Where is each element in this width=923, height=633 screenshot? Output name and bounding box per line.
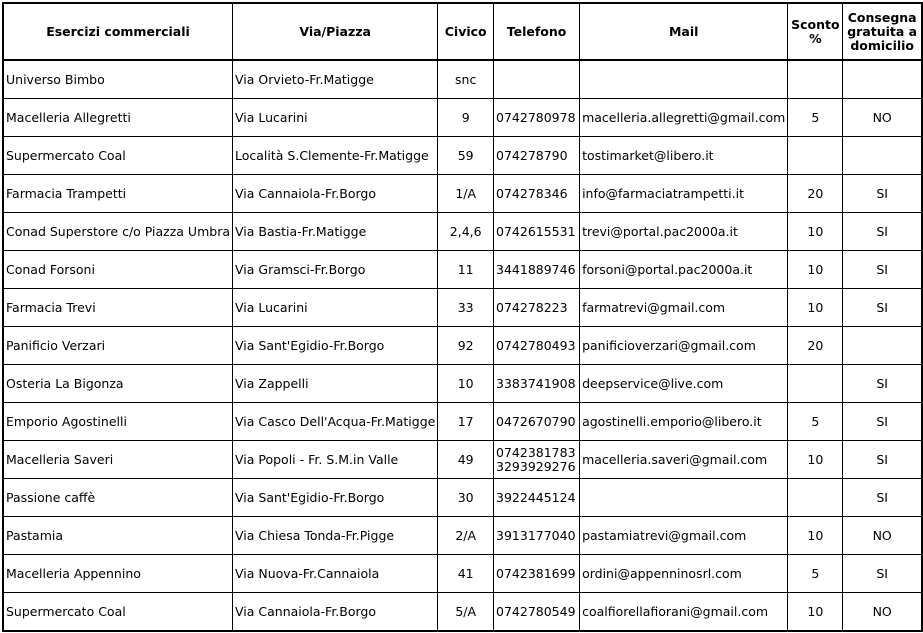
cell-civico: 92 [438,327,494,365]
table-row [3,175,922,213]
cell-telefono: 074278346 [494,175,580,213]
header-via: Via/Piazza [233,3,438,60]
cell-mail: macelleria.allegretti@gmail.com [580,99,788,137]
cell-mail: trevi@portal.pac2000a.it [580,213,788,251]
cell-civico: 49 [438,441,494,479]
cell-via: Via Cannaiola-Fr.Borgo [233,175,438,213]
header-row [3,3,922,60]
cell-sconto: 5 [788,403,843,441]
cell-sconto: 5 [788,555,843,593]
table-row [3,213,922,251]
cell-mail: ordini@appenninosrl.com [580,555,788,593]
cell-mail: forsoni@portal.pac2000a.it [580,251,788,289]
cell-sconto: 10 [788,251,843,289]
cell-civico: snc [438,60,494,99]
cell-civico: 2,4,6 [438,213,494,251]
cell-civico: 11 [438,251,494,289]
cell-consegna [843,327,922,365]
cell-mail: coalfiorellafiorani@gmail.com [580,593,788,632]
cell-via: Via Lucarini [233,289,438,327]
cell-esercizio: Farmacia Trevi [3,289,233,327]
table-row [3,327,922,365]
cell-esercizio: Universo Bimbo [3,60,233,99]
cell-sconto: 10 [788,441,843,479]
cell-via: Via Casco Dell'Acqua-Fr.Matigge [233,403,438,441]
cell-via: Via Lucarini [233,99,438,137]
cell-via: Via Popoli - Fr. S.M.in Valle [233,441,438,479]
cell-consegna [843,60,922,99]
cell-consegna: SI [843,441,922,479]
cell-sconto: 20 [788,175,843,213]
cell-mail: pastamiatrevi@gmail.com [580,517,788,555]
cell-esercizio: Pastamia [3,517,233,555]
cell-esercizio: Macelleria Appennino [3,555,233,593]
header-mail: Mail [580,3,788,60]
cell-telefono: 0742780549 [494,593,580,632]
cell-telefono: 074278790 [494,137,580,175]
cell-via: Via Gramsci-Fr.Borgo [233,251,438,289]
cell-esercizio: Macelleria Allegretti [3,99,233,137]
table-body [3,60,922,631]
cell-esercizio: Panificio Verzari [3,327,233,365]
cell-sconto: 5 [788,99,843,137]
cell-telefono: 3913177040 [494,517,580,555]
cell-consegna [843,137,922,175]
table-header [3,3,922,60]
cell-sconto [788,137,843,175]
cell-sconto: 10 [788,593,843,632]
cell-consegna: SI [843,213,922,251]
cell-esercizio: Passione caffè [3,479,233,517]
table-row [3,137,922,175]
header-civico: Civico [438,3,494,60]
cell-via: Via Bastia-Fr.Matigge [233,213,438,251]
cell-mail [580,60,788,99]
shops-table [2,2,923,632]
cell-consegna: SI [843,289,922,327]
cell-telefono: 074278223 [494,289,580,327]
cell-civico: 33 [438,289,494,327]
cell-consegna: SI [843,175,922,213]
cell-mail: deepservice@live.com [580,365,788,403]
table-row [3,60,922,99]
cell-esercizio: Supermercato Coal [3,593,233,632]
cell-consegna: SI [843,555,922,593]
cell-civico: 1/A [438,175,494,213]
table-row [3,555,922,593]
cell-via: Via Orvieto-Fr.Matigge [233,60,438,99]
cell-telefono: 3441889746 [494,251,580,289]
cell-civico: 17 [438,403,494,441]
table-row [3,441,922,479]
cell-sconto: 20 [788,327,843,365]
cell-sconto [788,365,843,403]
cell-esercizio: Farmacia Trampetti [3,175,233,213]
cell-telefono: 0742381783 3293929276 [494,441,580,479]
cell-via: Via Sant'Egidio-Fr.Borgo [233,479,438,517]
table-row [3,479,922,517]
cell-esercizio: Supermercato Coal [3,137,233,175]
cell-consegna: SI [843,479,922,517]
cell-civico: 30 [438,479,494,517]
cell-mail: macelleria.saveri@gmail.com [580,441,788,479]
cell-mail: agostinelli.emporio@libero.it [580,403,788,441]
cell-via: Via Chiesa Tonda-Fr.Pigge [233,517,438,555]
cell-sconto [788,60,843,99]
cell-via: Via Sant'Egidio-Fr.Borgo [233,327,438,365]
cell-consegna: SI [843,365,922,403]
cell-civico: 59 [438,137,494,175]
cell-mail: panificioverzari@gmail.com [580,327,788,365]
cell-sconto: 10 [788,517,843,555]
cell-via: Località S.Clemente-Fr.Matigge [233,137,438,175]
table-row [3,517,922,555]
cell-civico: 10 [438,365,494,403]
table-row [3,251,922,289]
cell-telefono: 0472670790 [494,403,580,441]
header-esercizi: Esercizi commerciali [3,3,233,60]
cell-consegna: NO [843,99,922,137]
cell-consegna: SI [843,403,922,441]
cell-via: Via Nuova-Fr.Cannaiola [233,555,438,593]
cell-telefono: 3383741908 [494,365,580,403]
table-row [3,99,922,137]
cell-via: Via Zappelli [233,365,438,403]
cell-sconto: 10 [788,289,843,327]
cell-esercizio: Emporio Agostinelli [3,403,233,441]
cell-esercizio: Osteria La Bigonza [3,365,233,403]
cell-esercizio: Macelleria Saveri [3,441,233,479]
table-row [3,365,922,403]
cell-telefono: 0742615531 [494,213,580,251]
cell-sconto: 10 [788,213,843,251]
table-row [3,593,922,632]
cell-telefono [494,60,580,99]
cell-esercizio: Conad Superstore c/o Piazza Umbra [3,213,233,251]
cell-mail [580,479,788,517]
table-row [3,289,922,327]
cell-mail: tostimarket@libero.it [580,137,788,175]
cell-civico: 41 [438,555,494,593]
table-row [3,403,922,441]
header-sconto: Sconto % [788,3,843,60]
cell-telefono: 3922445124 [494,479,580,517]
cell-esercizio: Conad Forsoni [3,251,233,289]
cell-telefono: 0742381699 [494,555,580,593]
cell-via: Via Cannaiola-Fr.Borgo [233,593,438,632]
cell-mail: info@farmaciatrampetti.it [580,175,788,213]
cell-mail: farmatrevi@gmail.com [580,289,788,327]
cell-civico: 2/A [438,517,494,555]
cell-consegna: SI [843,251,922,289]
cell-civico: 5/A [438,593,494,632]
cell-sconto [788,479,843,517]
header-telefono: Telefono [494,3,580,60]
cell-telefono: 0742780493 [494,327,580,365]
cell-telefono: 0742780978 [494,99,580,137]
cell-civico: 9 [438,99,494,137]
cell-consegna: NO [843,593,922,632]
header-consegna: Consegna gratuita a domicilio [843,3,922,60]
cell-consegna: NO [843,517,922,555]
